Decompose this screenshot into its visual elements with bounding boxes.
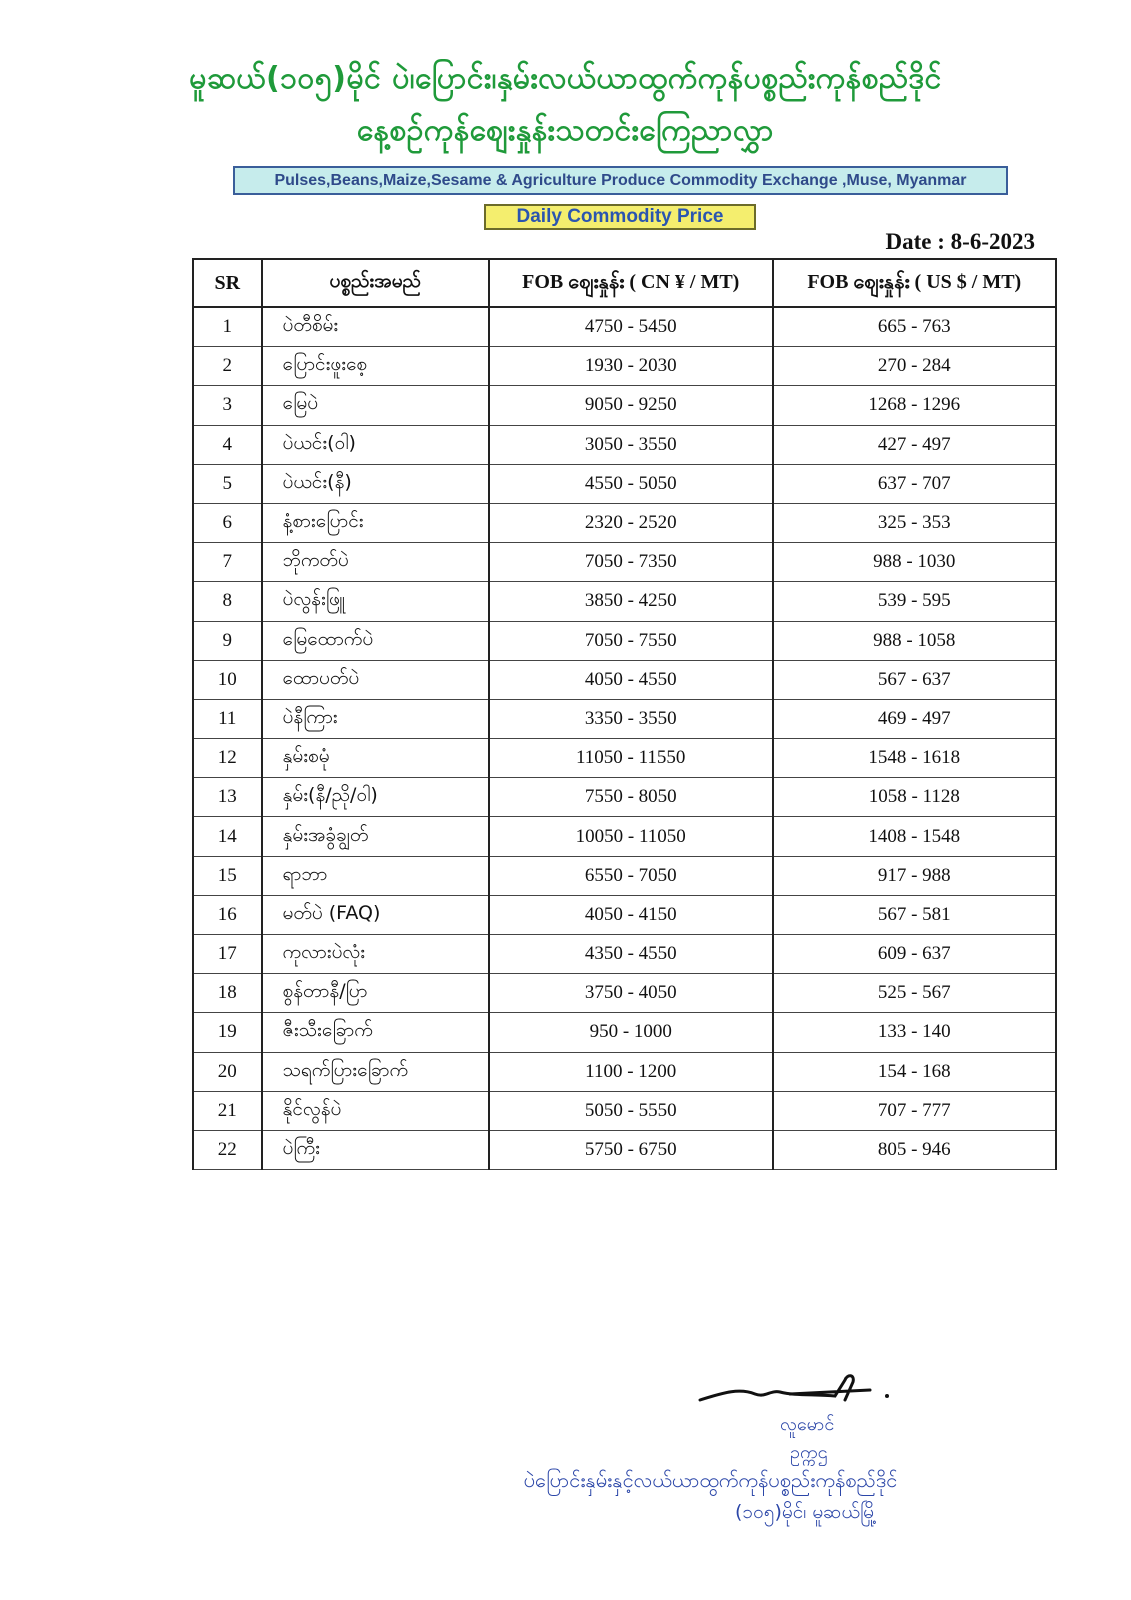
table-row xyxy=(193,307,1056,347)
table-header-row xyxy=(193,259,1056,307)
signer-label: လူမောင် xyxy=(780,1414,835,1435)
cell-fob-cny: 4050 - 4150 xyxy=(489,895,773,934)
cell-item-name: စွန်တာနီ/ပြာ xyxy=(262,974,489,1013)
cell-fob-usd: 1058 - 1128 xyxy=(773,778,1056,817)
cell-sr: 21 xyxy=(193,1091,262,1130)
table-row xyxy=(193,1130,1056,1169)
cell-fob-cny: 1100 - 1200 xyxy=(489,1052,773,1091)
header-fob-usd: FOB စျေးနှုန်း ( US $ / MT) xyxy=(773,259,1056,307)
cell-fob-usd: 917 - 988 xyxy=(773,856,1056,895)
daily-price-banner: Daily Commodity Price xyxy=(484,204,756,230)
cell-fob-cny: 10050 - 11050 xyxy=(489,817,773,856)
cell-fob-cny: 4050 - 4550 xyxy=(489,660,773,699)
cell-item-name: ထောပတ်ပဲ xyxy=(262,660,489,699)
table-row xyxy=(193,974,1056,1013)
cell-item-name: ပဲနီကြား xyxy=(262,699,489,738)
cell-sr: 5 xyxy=(193,464,262,503)
cell-sr: 13 xyxy=(193,778,262,817)
cell-fob-usd: 567 - 581 xyxy=(773,895,1056,934)
cell-fob-usd: 567 - 637 xyxy=(773,660,1056,699)
cell-item-name: ပဲယင်း(ဝါ) xyxy=(262,425,489,464)
header-sr: SR xyxy=(193,259,262,307)
cell-item-name: သရက်ပြားခြောက် xyxy=(262,1052,489,1091)
cell-sr: 8 xyxy=(193,582,262,621)
table-row xyxy=(193,621,1056,660)
cell-sr: 19 xyxy=(193,1013,262,1052)
cell-fob-usd: 270 - 284 xyxy=(773,347,1056,386)
cell-item-name: နှမ်းအခွံချွတ် xyxy=(262,817,489,856)
cell-sr: 2 xyxy=(193,347,262,386)
cell-fob-usd: 988 - 1058 xyxy=(773,621,1056,660)
cell-sr: 9 xyxy=(193,621,262,660)
cell-item-name: မတ်ပဲ (FAQ) xyxy=(262,895,489,934)
cell-fob-usd: 133 - 140 xyxy=(773,1013,1056,1052)
cell-fob-usd: 1548 - 1618 xyxy=(773,739,1056,778)
cell-item-name: ရာဘာ xyxy=(262,856,489,895)
cell-sr: 15 xyxy=(193,856,262,895)
cell-item-name: ကုလားပဲလုံး xyxy=(262,935,489,974)
table-row xyxy=(193,895,1056,934)
cell-item-name: ပဲယင်း(နီ) xyxy=(262,464,489,503)
table-row xyxy=(193,778,1056,817)
table-row xyxy=(193,582,1056,621)
cell-fob-cny: 7550 - 8050 xyxy=(489,778,773,817)
table-row xyxy=(193,464,1056,503)
cell-sr: 12 xyxy=(193,739,262,778)
header-item-name: ပစ္စည်းအမည် xyxy=(262,259,489,307)
exchange-banner: Pulses,Beans,Maize,Sesame & Agriculture Produce Commodity Exchange ,Muse, Myanmar xyxy=(233,166,1008,195)
table-row xyxy=(193,699,1056,738)
table-row xyxy=(193,543,1056,582)
cell-item-name: ဘိုကတ်ပဲ xyxy=(262,543,489,582)
table-row xyxy=(193,386,1056,425)
table-row xyxy=(193,935,1056,974)
cell-sr: 18 xyxy=(193,974,262,1013)
header-title-line1: မူဆယ်(၁၀၅)မိုင် ပဲ၊ပြောင်း၊နှမ်းလယ်ယာထွက်ကုန်ပစ္စည်းကုန်စည်ဒိုင် xyxy=(189,61,942,96)
cell-fob-usd: 707 - 777 xyxy=(773,1091,1056,1130)
cell-sr: 6 xyxy=(193,503,262,542)
cell-fob-usd: 1408 - 1548 xyxy=(773,817,1056,856)
cell-fob-cny: 4750 - 5450 xyxy=(489,307,773,347)
cell-sr: 10 xyxy=(193,660,262,699)
header-fob-cny: FOB စျေးနှုန်း ( CN ¥ / MT) xyxy=(489,259,773,307)
cell-fob-cny: 7050 - 7350 xyxy=(489,543,773,582)
cell-fob-usd: 805 - 946 xyxy=(773,1130,1056,1169)
cell-fob-cny: 3350 - 3550 xyxy=(489,699,773,738)
signature-scribble xyxy=(695,1370,895,1410)
cell-item-name: ပဲတီစိမ်း xyxy=(262,307,489,347)
signer-organization: ပဲပြောင်းနှမ်းနှင့်လယ်ယာထွက်ကုန်ပစ္စည်းကုန်စည်ဒိုင် xyxy=(523,1468,898,1492)
table-row xyxy=(193,1052,1056,1091)
table-row xyxy=(193,739,1056,778)
cell-fob-cny: 1930 - 2030 xyxy=(489,347,773,386)
cell-fob-usd: 469 - 497 xyxy=(773,699,1056,738)
signer-place: (၁၀၅)မိုင်၊ မူဆယ်မြို့ xyxy=(735,1501,877,1523)
table-row xyxy=(193,347,1056,386)
table-row xyxy=(193,660,1056,699)
cell-fob-cny: 3850 - 4250 xyxy=(489,582,773,621)
cell-item-name: ပဲလွန်းဖြူ xyxy=(262,582,489,621)
cell-item-name: မြေပဲ xyxy=(262,386,489,425)
cell-fob-cny: 5050 - 5550 xyxy=(489,1091,773,1130)
cell-fob-cny: 3750 - 4050 xyxy=(489,974,773,1013)
cell-fob-cny: 5750 - 6750 xyxy=(489,1130,773,1169)
cell-sr: 7 xyxy=(193,543,262,582)
cell-sr: 22 xyxy=(193,1130,262,1169)
cell-fob-usd: 325 - 353 xyxy=(773,503,1056,542)
cell-item-name: မြေထောက်ပဲ xyxy=(262,621,489,660)
cell-item-name: နှမ်းစမုံ xyxy=(262,739,489,778)
cell-fob-usd: 154 - 168 xyxy=(773,1052,1056,1091)
cell-item-name: ပြောင်းဖူးစေ့ xyxy=(262,347,489,386)
signer-title: ဥက္ကဌ xyxy=(790,1442,828,1463)
report-date: Date : 8-6-2023 xyxy=(885,229,1035,254)
cell-fob-cny: 3050 - 3550 xyxy=(489,425,773,464)
cell-fob-usd: 665 - 763 xyxy=(773,307,1056,347)
cell-fob-usd: 1268 - 1296 xyxy=(773,386,1056,425)
table-row xyxy=(193,856,1056,895)
cell-fob-usd: 427 - 497 xyxy=(773,425,1056,464)
cell-sr: 11 xyxy=(193,699,262,738)
cell-sr: 17 xyxy=(193,935,262,974)
cell-item-name: နိုင်လွန်ပဲ xyxy=(262,1091,489,1130)
cell-sr: 3 xyxy=(193,386,262,425)
cell-sr: 16 xyxy=(193,895,262,934)
cell-fob-usd: 988 - 1030 xyxy=(773,543,1056,582)
cell-fob-cny: 11050 - 11550 xyxy=(489,739,773,778)
cell-fob-cny: 4350 - 4550 xyxy=(489,935,773,974)
header-title-line2: နေ့စဉ်ကုန်စျေးနှုန်းသတင်းကြေညာလွှာ xyxy=(357,113,774,148)
cell-item-name: နှမ်း(နီ/ညို/ဝါ) xyxy=(262,778,489,817)
cell-sr: 4 xyxy=(193,425,262,464)
cell-fob-cny: 6550 - 7050 xyxy=(489,856,773,895)
cell-item-name: ဇီးသီးခြောက် xyxy=(262,1013,489,1052)
table-row xyxy=(193,1013,1056,1052)
cell-fob-usd: 539 - 595 xyxy=(773,582,1056,621)
table-row xyxy=(193,1091,1056,1130)
cell-item-name: ပဲကြီး xyxy=(262,1130,489,1169)
cell-sr: 20 xyxy=(193,1052,262,1091)
table-row xyxy=(193,817,1056,856)
table-row xyxy=(193,503,1056,542)
table-row xyxy=(193,425,1056,464)
cell-fob-cny: 9050 - 9250 xyxy=(489,386,773,425)
cell-sr: 14 xyxy=(193,817,262,856)
cell-fob-usd: 609 - 637 xyxy=(773,935,1056,974)
cell-item-name: နံ့စားပြောင်း xyxy=(262,503,489,542)
commodity-price-table xyxy=(192,258,1057,1170)
cell-fob-cny: 7050 - 7550 xyxy=(489,621,773,660)
cell-fob-cny: 4550 - 5050 xyxy=(489,464,773,503)
cell-fob-cny: 2320 - 2520 xyxy=(489,503,773,542)
cell-fob-usd: 525 - 567 xyxy=(773,974,1056,1013)
cell-fob-cny: 950 - 1000 xyxy=(489,1013,773,1052)
cell-sr: 1 xyxy=(193,307,262,347)
cell-fob-usd: 637 - 707 xyxy=(773,464,1056,503)
table-body xyxy=(193,307,1056,1170)
